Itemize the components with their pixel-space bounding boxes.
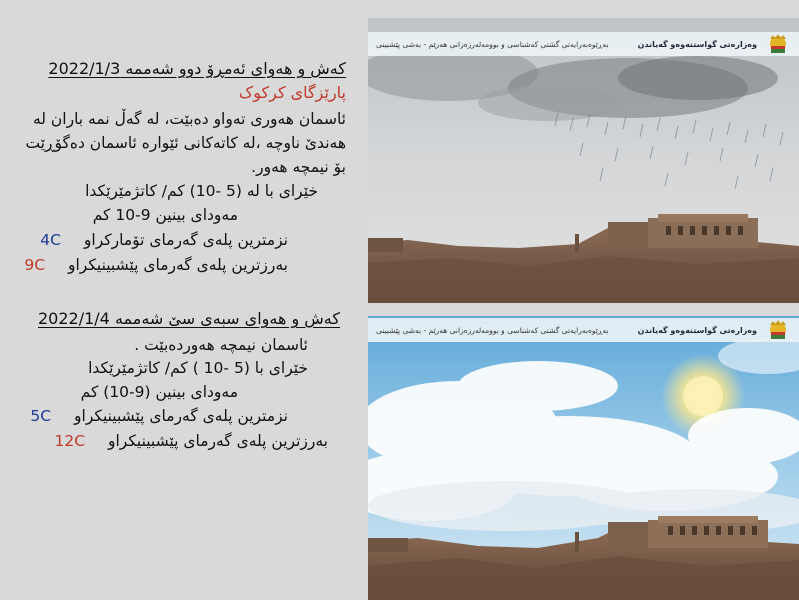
ministry-name: وەزارەتی گواستنەوەو گەیاندن: [637, 39, 757, 49]
day1-wind: خێرای با لە (5 -10) کم/ کاتژمێرێکدا: [85, 182, 318, 200]
day1-min-temp: [40, 229, 288, 251]
day1-visibility: مەودای بینین 9-10 کم: [92, 206, 238, 224]
kurdistan-emblem-icon: [765, 33, 791, 55]
day1-min-temp-value: 4C: [40, 231, 61, 249]
day2-title: کەش و هەوای سبەی سێ شەممە 2022/1/4: [38, 309, 340, 328]
day1-weather-image: [368, 18, 799, 303]
day2-max-temp: [55, 430, 329, 452]
day1-description-line2: هەندێ ناوچە ،لە کاتەکانی ئێوارە ئاسمان دەگۆڕێت: [25, 134, 346, 152]
day2-max-temp-value: 12C: [54, 432, 86, 450]
day1-description-line3: بۆ نیمچە هەور.: [251, 158, 346, 176]
ministry-name: وەزارەتی گواستنەوەو گەیاندن: [637, 325, 757, 335]
rainy-cloudy-scene: [368, 18, 799, 303]
day1-title: کەش و هەوای ئەمڕۆ دوو شەممە 2022/1/3: [48, 59, 346, 78]
day2-weather-image: [368, 316, 799, 600]
day2-min-temp: [30, 405, 288, 427]
day1-description-line1: ئاسمان هەوری تەواو دەبێت، لە گەڵ نمە باران لە: [32, 110, 346, 128]
day2-min-temp-label: نزمترین پلەی گەرمای پێشبینیکراو: [74, 407, 288, 425]
day2-min-temp-value: 5C: [30, 407, 52, 425]
day2-visibility: مەودای بینین (9-10) کم: [80, 383, 238, 401]
partly-cloudy-scene: [368, 316, 799, 600]
day1-max-temp-label: بەرزترین پلەی گەرمای پێشبینیکراو: [67, 256, 288, 274]
day1-min-temp-label: نزمترین پلەی گەرمای تۆمارکراو: [83, 231, 288, 249]
day2-wind: خێرای با (5 -10 ) کم/ کاتژمێرێکدا: [88, 359, 308, 377]
department-name: بەڕێوەبەرایەتی گشتی کەشناسی و بوومەلەرزەزانی هەرێم - بەشی پێشبینی: [376, 325, 609, 335]
day2-description: ئاسمان نیمچە هەوردەبێت .: [134, 336, 308, 354]
day2-max-temp-label: بەرزترین پلەی گەرمای پێشبینیکراو: [107, 432, 328, 450]
kurdistan-emblem-icon: [765, 319, 791, 341]
day1-max-temp: [24, 254, 288, 276]
forecast-text-panel: [0, 0, 368, 600]
day1-location: پارێزگای کرکوک: [238, 83, 346, 102]
ministry-banner: [368, 318, 799, 342]
ministry-banner: [368, 32, 799, 56]
day1-max-temp-value: 9C: [24, 256, 46, 274]
department-name: بەڕێوەبەرایەتی گشتی کەشناسی و بوومەلەرزەزانی هەرێم - بەشی پێشبینی: [376, 39, 609, 49]
